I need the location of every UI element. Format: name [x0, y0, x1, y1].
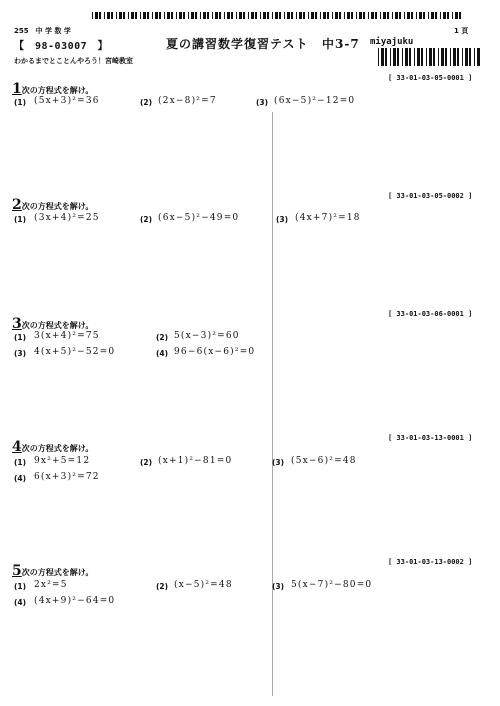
barcode-stripe — [99, 12, 101, 19]
barcode-stripe — [428, 12, 429, 19]
barcode-stripe — [239, 12, 242, 19]
header-barcode — [378, 48, 482, 66]
q4-number: 4 — [12, 439, 22, 455]
q5-number: 5 — [12, 563, 22, 579]
q3-header — [12, 313, 93, 332]
barcode-stripe — [104, 12, 105, 19]
barcode-stripe — [445, 48, 447, 66]
barcode-stripe — [380, 12, 381, 19]
test-code: 【 98-03007 】 — [14, 41, 109, 52]
q3-ref: [ 33-01-03-06-0001 ] — [388, 310, 473, 318]
barcode-stripe — [447, 12, 449, 19]
barcode-stripe — [179, 12, 182, 19]
barcode-stripe — [311, 12, 314, 19]
barcode-stripe — [164, 12, 165, 19]
q2-p1-label: (1) — [14, 215, 27, 224]
barcode-stripe — [248, 12, 249, 19]
barcode-stripe — [159, 12, 161, 19]
barcode-stripe — [393, 48, 396, 66]
barcode-stripe — [167, 12, 170, 19]
barcode-stripe — [387, 12, 389, 19]
barcode-stripe — [469, 48, 471, 66]
q3-p1-expr: 3(x+4)²=75 — [34, 331, 100, 341]
q5-p1-label: (1) — [14, 582, 27, 591]
barcode-stripe — [303, 12, 305, 19]
barcode-stripe — [462, 48, 463, 66]
q5-p3-label: (3) — [272, 582, 285, 591]
barcode-stripe — [433, 48, 435, 66]
barcode-stripe — [443, 12, 446, 19]
q4-p2-label: (2) — [140, 458, 153, 467]
barcode-stripe — [107, 12, 110, 19]
q1-p1-expr: (5x+3)²=36 — [34, 96, 100, 106]
barcode-stripe — [171, 12, 173, 19]
barcode-stripe — [402, 48, 403, 66]
barcode-stripe — [287, 12, 290, 19]
q1-p2-expr: (2x−8)²=7 — [158, 96, 217, 106]
q1-number: 1 — [12, 81, 22, 97]
barcode-stripe — [251, 12, 254, 19]
barcode-stripe — [344, 12, 345, 19]
barcode-stripe — [255, 12, 257, 19]
q3-p2-expr: 5(x−3)²=60 — [174, 331, 240, 341]
q4-p1-label: (1) — [14, 458, 27, 467]
barcode-stripe — [327, 12, 329, 19]
barcode-stripe — [435, 12, 437, 19]
barcode-stripe — [183, 12, 185, 19]
q1-ref: [ 33-01-03-05-0001 ] — [388, 74, 473, 82]
q1-header — [12, 78, 93, 97]
barcode-stripe — [351, 12, 353, 19]
q3-p3-expr: 4(x+5)²−52=0 — [34, 347, 116, 357]
barcode-stripe — [296, 12, 297, 19]
q4-ref: [ 33-01-03-13-0001 ] — [388, 434, 473, 442]
barcode-stripe — [212, 12, 213, 19]
q3-p1-label: (1) — [14, 333, 27, 342]
barcode-stripe — [335, 12, 338, 19]
barcode-stripe — [465, 48, 468, 66]
q5-p3-expr: 5(x−7)²−80=0 — [291, 580, 373, 590]
q2-p2-label: (2) — [140, 215, 153, 224]
motto: わかるまでとことんやろう！宮崎教室 — [14, 57, 133, 65]
barcode-stripe — [419, 12, 422, 19]
barcode-stripe — [260, 12, 261, 19]
barcode-stripe — [191, 12, 194, 19]
barcode-stripe — [152, 12, 153, 19]
barcode-stripe — [135, 12, 137, 19]
barcode-stripe — [224, 12, 225, 19]
q1-p3-expr: (6x−5)²−12=0 — [274, 96, 356, 106]
barcode-stripe — [315, 12, 317, 19]
barcode-stripe — [219, 12, 221, 19]
q2-p3-label: (3) — [276, 215, 289, 224]
barcode-stripe — [375, 12, 377, 19]
q5-p2-expr: (x−5)²=48 — [174, 580, 233, 590]
barcode-stripe — [356, 12, 357, 19]
barcode-stripe — [368, 12, 369, 19]
barcode-stripe — [421, 48, 423, 66]
q4-p3-label: (3) — [272, 458, 285, 467]
barcode-stripe — [392, 12, 393, 19]
barcode-stripe — [416, 12, 417, 19]
q5-p4-label: (4) — [14, 598, 27, 607]
page-title: 夏の講習数学復習テスト — [166, 37, 309, 51]
q2-p1-expr: (3x+4)²=25 — [34, 213, 100, 223]
barcode-stripe — [147, 12, 149, 19]
barcode-stripe — [397, 48, 399, 66]
barcode-stripe — [131, 12, 134, 19]
barcode-stripe — [339, 12, 341, 19]
barcode-stripe — [236, 12, 237, 19]
barcode-stripe — [359, 12, 362, 19]
barcode-stripe — [231, 12, 233, 19]
q3-number: 3 — [12, 316, 22, 332]
barcode-stripe — [385, 48, 387, 66]
q3-p3-label: (3) — [14, 349, 27, 358]
barcode-stripe — [263, 12, 266, 19]
q5-p4-expr: (4x+9)²−64=0 — [34, 596, 116, 606]
q4-p3-expr: (5x−6)²=48 — [291, 456, 357, 466]
barcode-stripe — [267, 12, 269, 19]
grade-label: 中3-7 — [322, 37, 360, 51]
q4-p4-expr: 6(x+3)²=72 — [34, 472, 100, 482]
barcode-stripe — [116, 12, 117, 19]
barcode-stripe — [438, 48, 439, 66]
barcode-stripe — [429, 48, 432, 66]
barcode-stripe — [111, 12, 113, 19]
barcode-stripe — [381, 48, 384, 66]
barcode-stripe — [417, 48, 420, 66]
barcode-stripe — [308, 12, 309, 19]
barcode-stripe — [411, 12, 413, 19]
barcode-stripe — [423, 12, 425, 19]
barcode-stripe — [284, 12, 285, 19]
barcode-stripe — [332, 12, 333, 19]
barcode-stripe — [207, 12, 209, 19]
barcode-stripe — [203, 12, 206, 19]
barcode-stripe — [176, 12, 177, 19]
barcode-stripe — [215, 12, 218, 19]
q1-p1-label: (1) — [14, 98, 27, 107]
barcode-stripe — [407, 12, 410, 19]
barcode-stripe — [459, 12, 461, 19]
barcode-stripe — [140, 12, 141, 19]
barcode-stripe — [405, 48, 408, 66]
barcode-stripe — [143, 12, 146, 19]
barcode-stripe — [320, 12, 321, 19]
q2-ref: [ 33-01-03-05-0002 ] — [388, 192, 473, 200]
barcode-stripe — [390, 48, 391, 66]
q1-p2-label: (2) — [140, 98, 153, 107]
q2-number: 2 — [12, 197, 22, 213]
barcode-stripe — [474, 48, 475, 66]
barcode-stripe — [227, 12, 230, 19]
q1-instruction: 次の方程式を解け。 — [21, 86, 94, 95]
barcode-stripe — [455, 12, 458, 19]
barcode-stripe — [128, 12, 129, 19]
q2-p2-expr: (6x−5)²−49=0 — [158, 213, 240, 223]
barcode-stripe — [155, 12, 158, 19]
top-barcode — [92, 12, 462, 19]
q3-p2-label: (2) — [156, 333, 169, 342]
barcode-stripe — [279, 12, 281, 19]
barcode-stripe — [299, 12, 302, 19]
barcode-stripe — [409, 48, 411, 66]
q2-instruction: 次の方程式を解け。 — [21, 202, 94, 211]
barcode-stripe — [347, 12, 350, 19]
barcode-stripe — [92, 12, 93, 19]
barcode-stripe — [452, 12, 453, 19]
barcode-stripe — [275, 12, 278, 19]
barcode-stripe — [363, 12, 365, 19]
barcode-stripe — [95, 12, 98, 19]
barcode-stripe — [414, 48, 415, 66]
q2-header — [12, 194, 93, 213]
subject-label: 255 中 学 数 学 — [14, 27, 71, 35]
q3-p4-label: (4) — [156, 349, 169, 358]
barcode-stripe — [477, 48, 480, 66]
barcode-stripe — [440, 12, 441, 19]
page-number: 1 頁 — [454, 27, 469, 35]
barcode-stripe — [188, 12, 189, 19]
q5-instruction: 次の方程式を解け。 — [21, 568, 94, 577]
author-label: miyajuku — [370, 37, 414, 47]
column-divider — [272, 112, 273, 696]
q4-instruction: 次の方程式を解け。 — [21, 444, 94, 453]
barcode-stripe — [272, 12, 273, 19]
barcode-stripe — [291, 12, 293, 19]
q2-p3-expr: (4x+7)²=18 — [295, 213, 361, 223]
q5-header — [12, 560, 93, 579]
q3-instruction: 次の方程式を解け。 — [21, 321, 94, 330]
barcode-stripe — [200, 12, 201, 19]
barcode-stripe — [426, 48, 427, 66]
barcode-stripe — [378, 48, 379, 66]
barcode-stripe — [404, 12, 405, 19]
q5-ref: [ 33-01-03-13-0002 ] — [388, 558, 473, 566]
barcode-stripe — [450, 48, 451, 66]
q4-p1-expr: 9x²+5=12 — [34, 456, 91, 466]
barcode-stripe — [431, 12, 434, 19]
barcode-stripe — [395, 12, 398, 19]
barcode-stripe — [243, 12, 245, 19]
q4-header — [12, 436, 93, 455]
barcode-stripe — [371, 12, 374, 19]
barcode-stripe — [399, 12, 401, 19]
q1-p3-label: (3) — [256, 98, 269, 107]
q4-p2-expr: (x+1)²−81=0 — [158, 456, 233, 466]
barcode-stripe — [119, 12, 122, 19]
barcode-stripe — [195, 12, 197, 19]
barcode-stripe — [453, 48, 456, 66]
barcode-stripe — [323, 12, 326, 19]
barcode-stripe — [383, 12, 386, 19]
q5-p2-label: (2) — [156, 582, 169, 591]
barcode-stripe — [123, 12, 125, 19]
q5-p1-expr: 2x²=5 — [34, 580, 68, 590]
barcode-stripe — [441, 48, 444, 66]
q4-p4-label: (4) — [14, 474, 27, 483]
barcode-stripe — [457, 48, 459, 66]
q3-p4-expr: 96−6(x−6)²=0 — [174, 347, 256, 357]
